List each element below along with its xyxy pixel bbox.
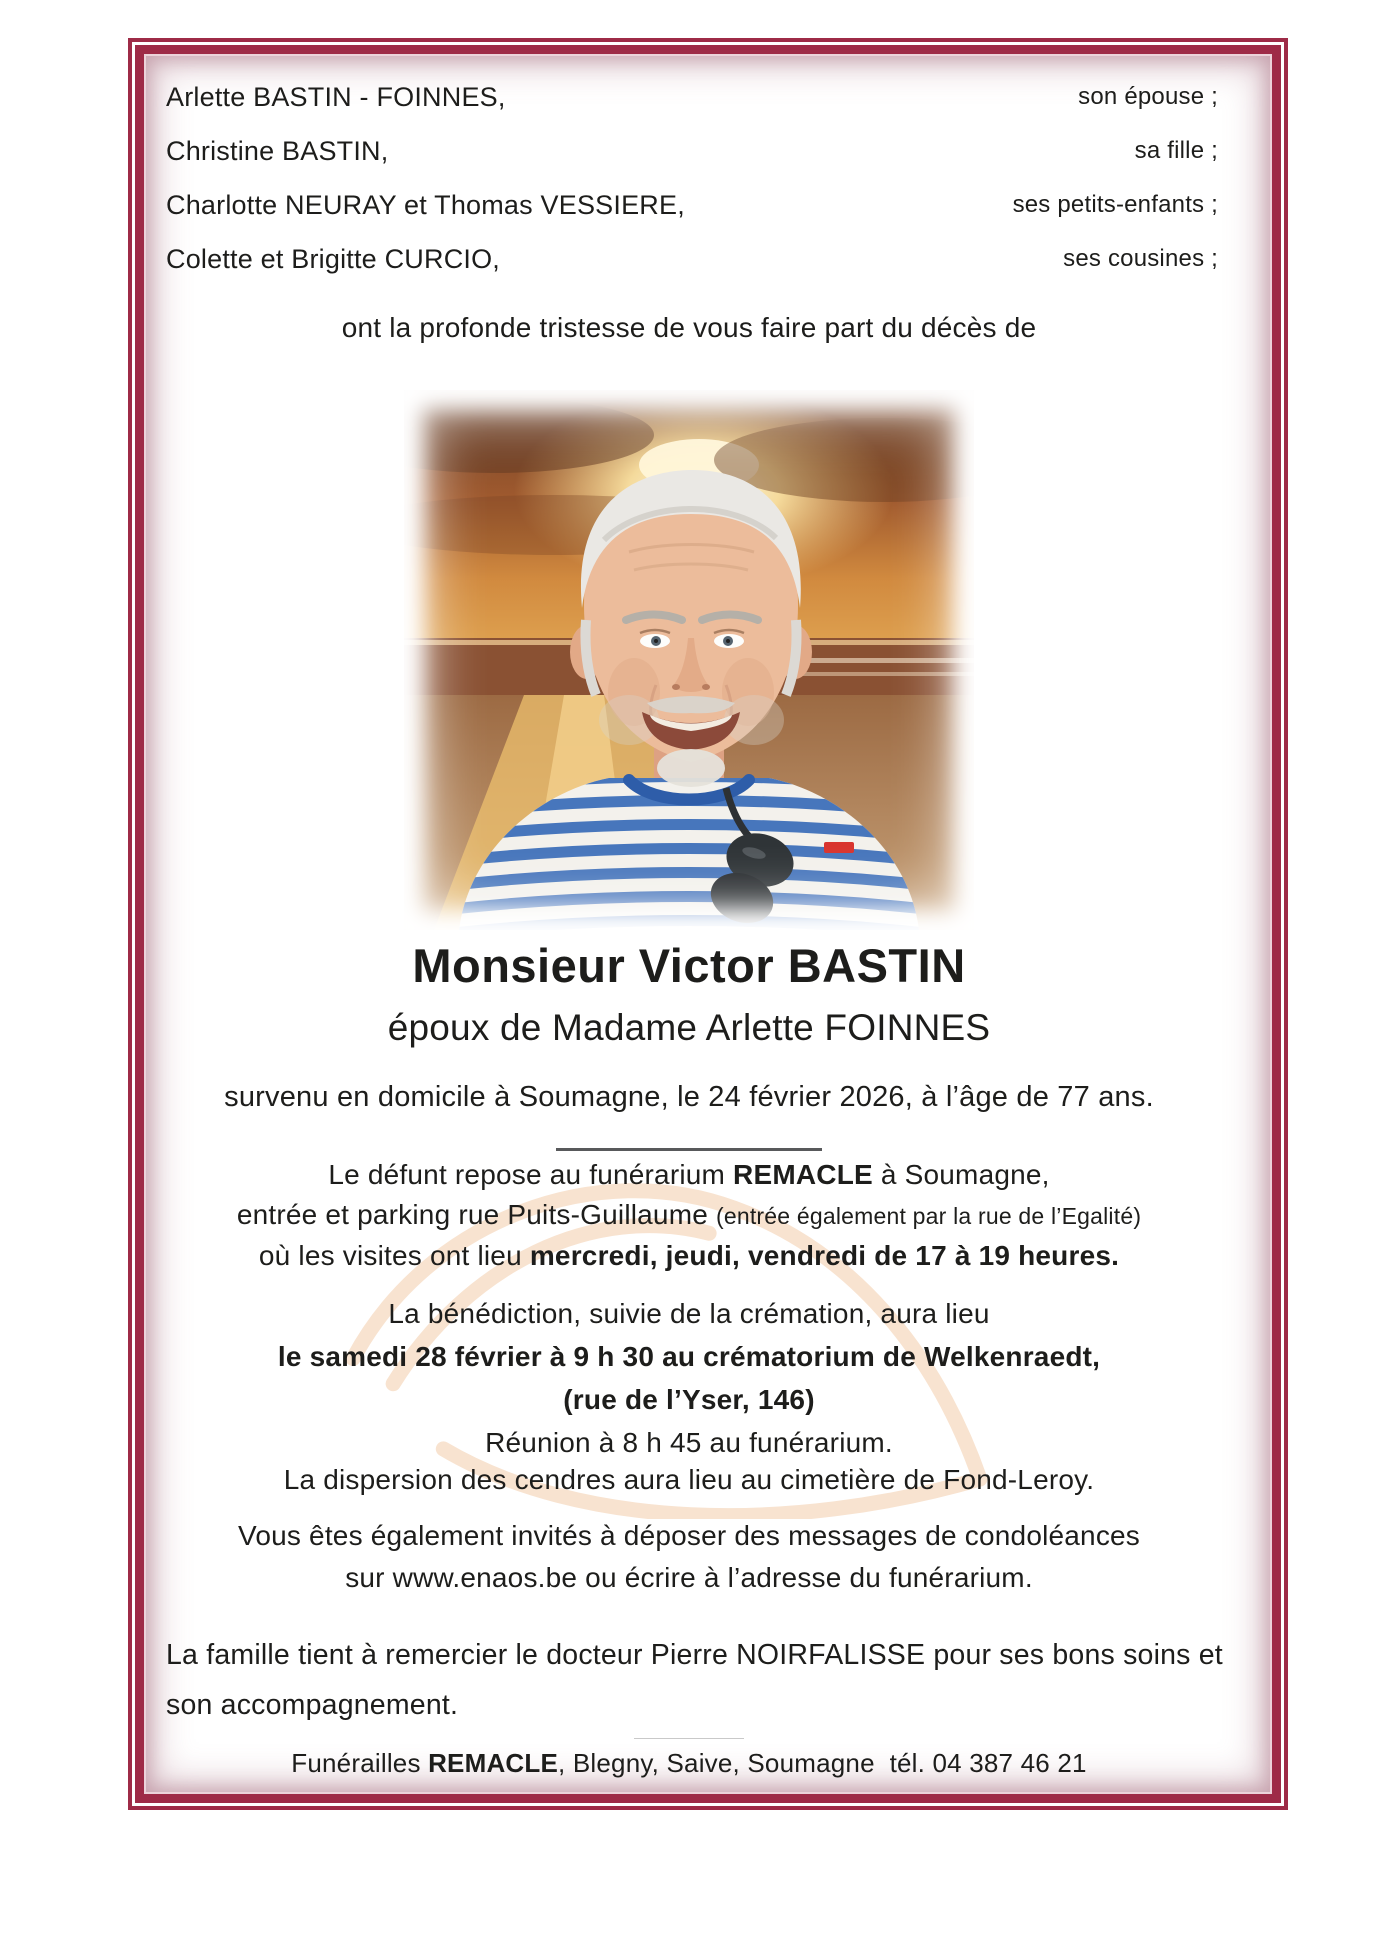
family-relation-label: sa fille ;: [1134, 137, 1218, 164]
family-relation-label: ses cousines ;: [1063, 245, 1218, 272]
family-row: [166, 232, 1218, 286]
condolences-line-1: Vous êtes également invités à déposer des messages de condoléances: [238, 1520, 1140, 1551]
ceremony-section: [0, 1292, 1378, 1464]
death-date-line: survenu en domicile à Soumagne, le 24 février 2026, à l’âge de 77 ans.: [224, 1081, 1154, 1113]
repose-line-1: Le défunt repose au funérarium REMACLE à Soumagne,: [328, 1159, 1050, 1190]
family-row: [166, 124, 1218, 178]
footer-divider: [634, 1738, 744, 1739]
website-url: www.enaos.be: [392, 1562, 578, 1593]
funeral-home-name-footer: REMACLE: [428, 1748, 559, 1778]
funeral-home-footer: Funérailles REMACLE, Blegny, Saive, Soumagne tél. 04 387 46 21: [291, 1748, 1087, 1778]
family-member-name: Colette et Brigitte CURCIO,: [166, 243, 501, 274]
family-member-name: Christine BASTIN,: [166, 135, 389, 166]
deceased-photo: [404, 390, 974, 930]
family-row: [166, 70, 1218, 124]
intro-line: ont la profonde tristesse de vous faire part du décès de: [341, 312, 1037, 343]
ashes-dispersion-line: La dispersion des cendres aura lieu au cimetière de Fond-Leroy.: [283, 1464, 1095, 1495]
alt-entrance-note: (entrée également par la rue de l’Egalité): [715, 1203, 1142, 1229]
visit-hours: mercredi, jeudi, vendredi de 17 à 19 heures.: [529, 1240, 1120, 1271]
repose-line-3: où les visites ont lieu mercredi, jeudi, vendredi de 17 à 19 heures.: [258, 1240, 1120, 1271]
family-relation-label: son épouse ;: [1078, 83, 1218, 110]
condolences-section: [0, 1515, 1378, 1599]
ceremony-address-line: (rue de l’Yser, 146): [563, 1384, 815, 1415]
family-list: [166, 70, 1218, 286]
ceremony-date-line: le samedi 28 février à 9 h 30 au crématorium de Welkenraedt,: [277, 1341, 1101, 1372]
section-divider: [556, 1148, 822, 1151]
funeral-home-name: REMACLE: [733, 1159, 873, 1190]
deceased-name: Monsieur Victor BASTIN: [412, 939, 966, 992]
repose-line-2: entrée et parking rue Puits-Guillaume (entrée également par la rue de l’Egalité): [236, 1199, 1142, 1230]
deceased-subtitle: époux de Madame Arlette FOINNES: [387, 1007, 991, 1048]
repose-section: [0, 1155, 1378, 1276]
family-member-name: Charlotte NEURAY et Thomas VESSIERE,: [166, 189, 685, 220]
ceremony-line-1: La bénédiction, suivie de la crémation, aura lieu: [388, 1298, 990, 1329]
family-row: [166, 178, 1218, 232]
ceremony-meeting-line: Réunion à 8 h 45 au funérarium.: [485, 1427, 893, 1458]
condolences-line-2: sur www.enaos.be ou écrire à l’adresse du funérarium.: [345, 1562, 1033, 1593]
family-relation-label: ses petits-enfants ;: [1012, 191, 1218, 218]
family-member-name: Arlette BASTIN - FOINNES,: [166, 81, 506, 112]
thanks-paragraph: La famille tient à remercier le docteur Pierre NOIRFALISSE pour ses bons soins et son accompagnement.: [166, 1639, 1223, 1721]
